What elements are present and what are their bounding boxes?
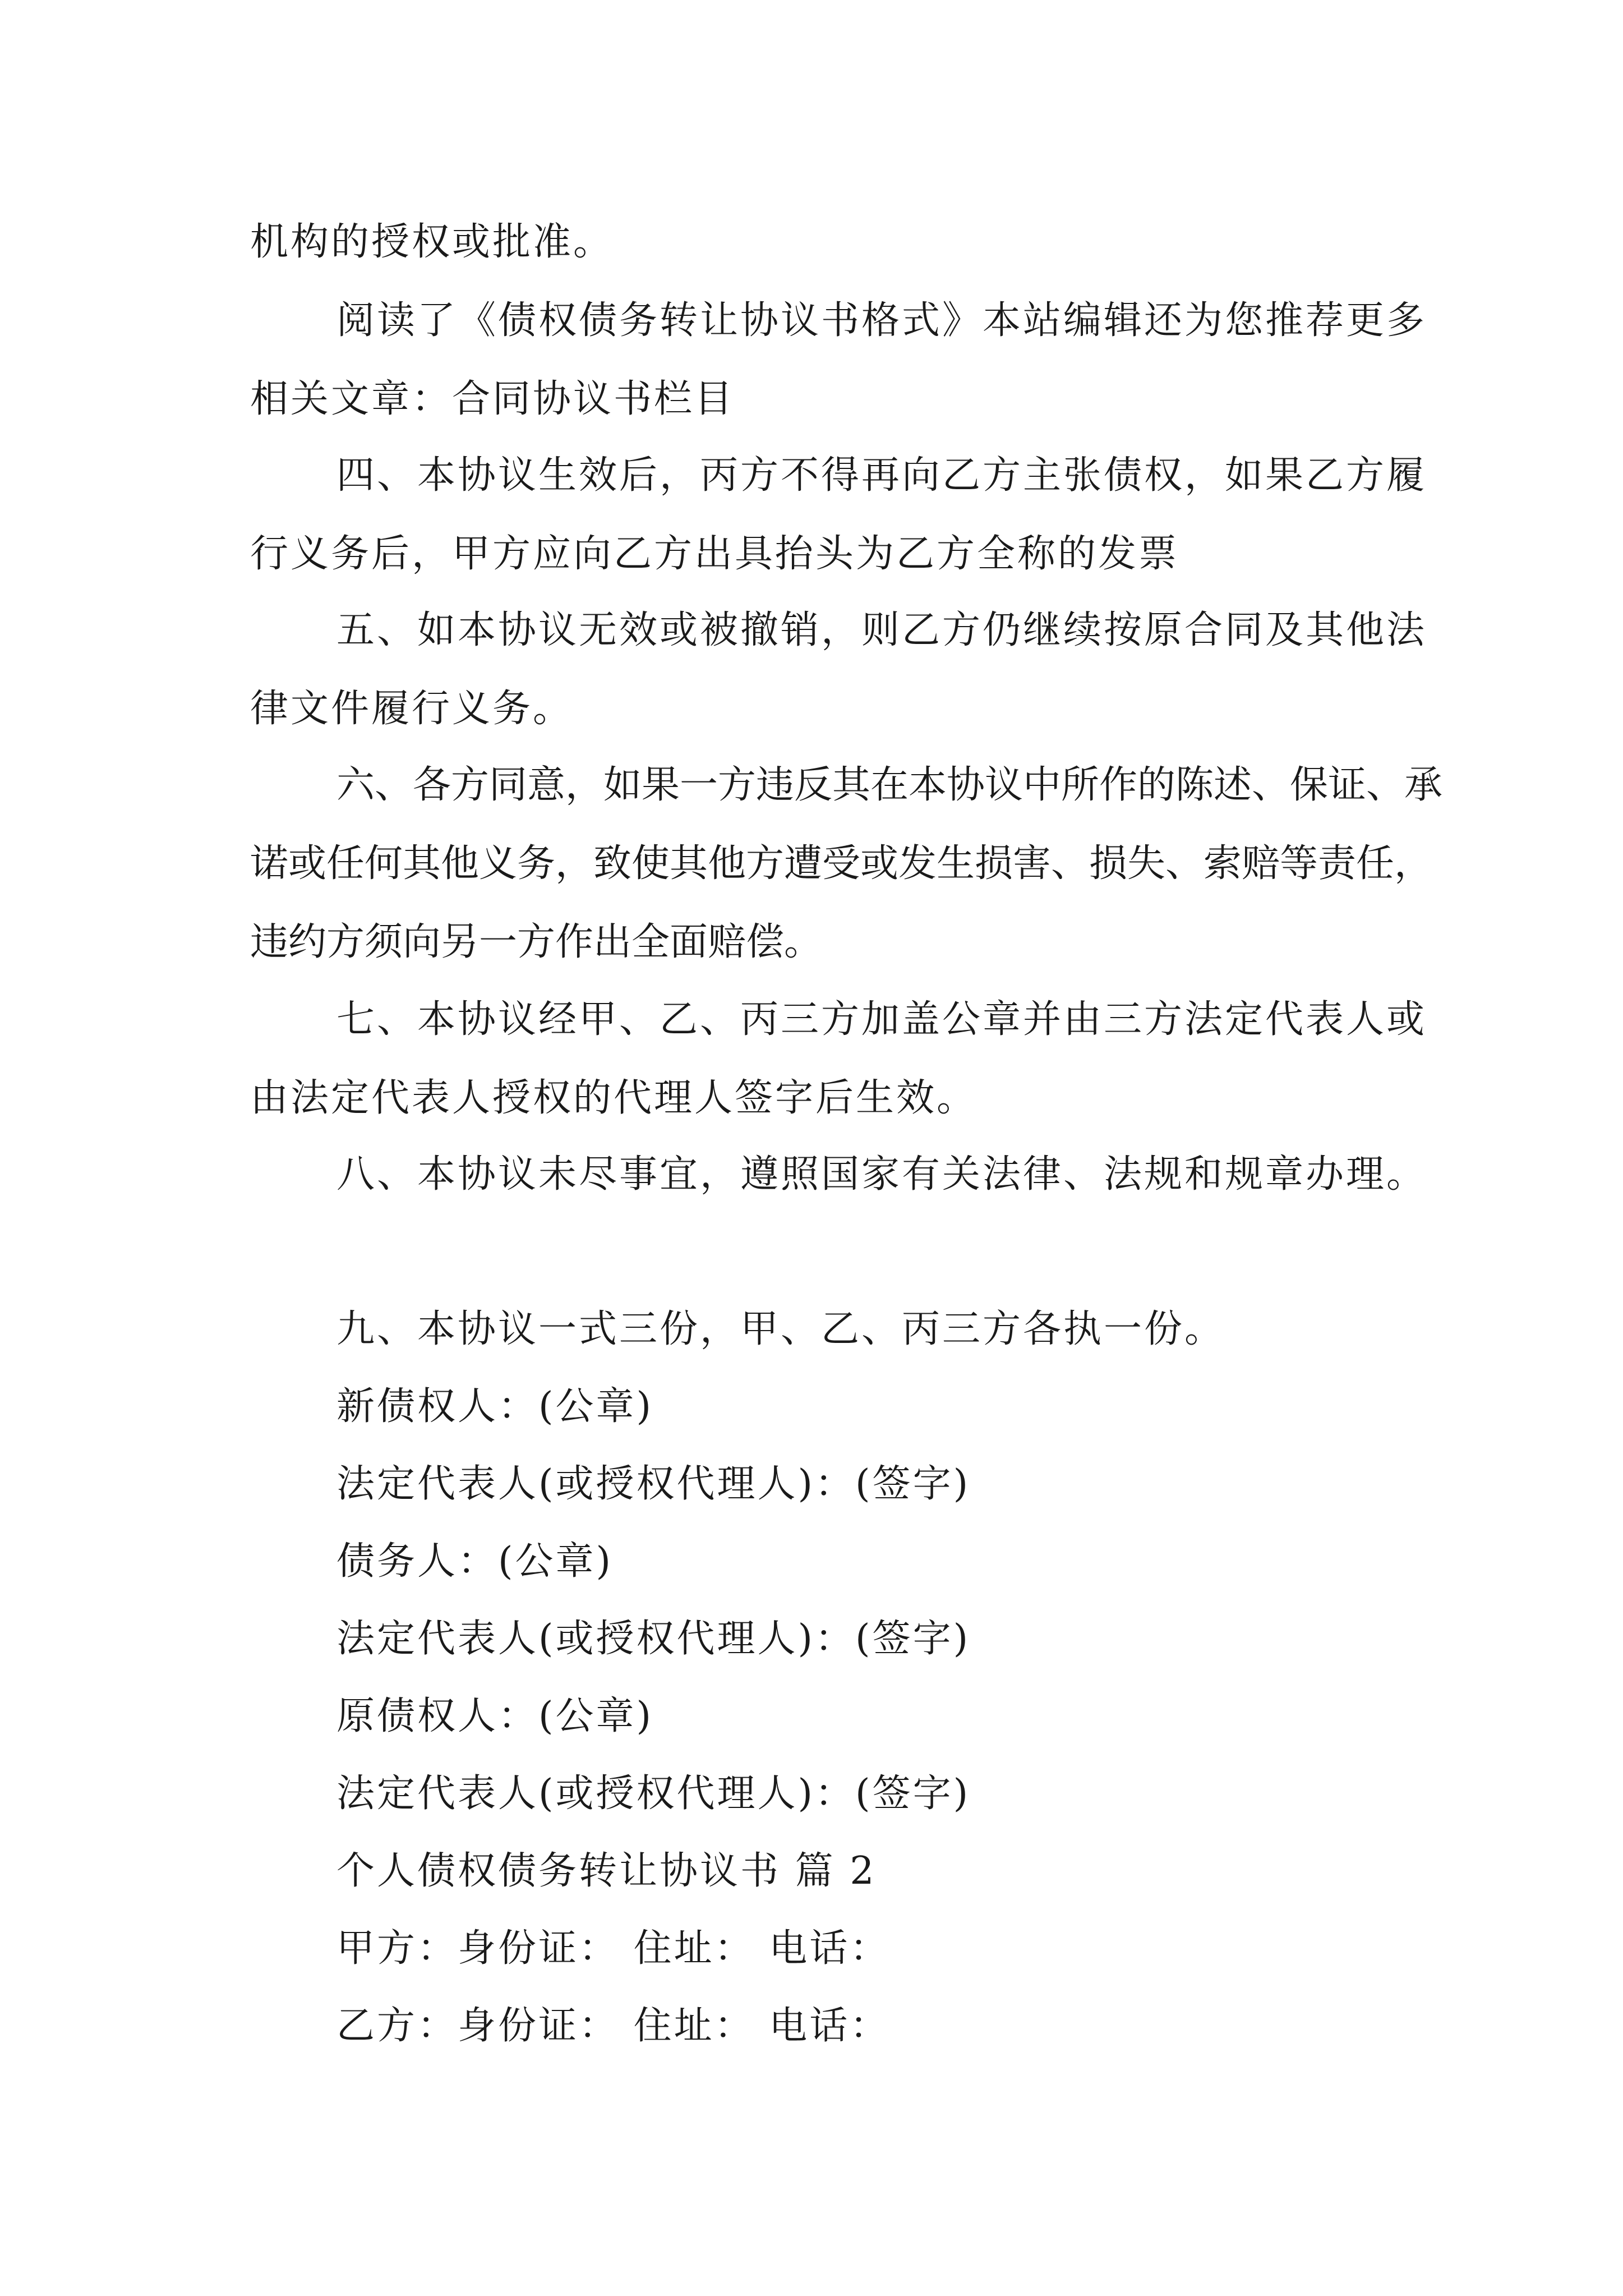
signature-original-creditor-rep: 法定代表人(或授权代理人)：(签字) <box>336 1772 971 1816</box>
clause-7: 七、本协议经甲、乙、丙三方加盖公章并由三方法定代表人或由法定代表人授权的代理人签字后生效。 <box>250 997 1427 1120</box>
party-b-info: 乙方：身份证： 住址： 电话： <box>336 2004 891 2048</box>
signature-debtor: 债务人：(公章) <box>336 1539 614 1584</box>
party-a-info: 甲方：身份证： 住址： 电话： <box>336 1926 891 1971</box>
signature-original-creditor: 原债权人：(公章) <box>336 1694 654 1738</box>
signature-new-creditor-rep: 法定代表人(或授权代理人)：(签字) <box>336 1462 971 1506</box>
signature-debtor-rep: 法定代表人(或授权代理人)：(签字) <box>336 1617 971 1661</box>
paragraph-continuation: 机构的授权或批准。 <box>250 220 614 264</box>
clause-8: 八、本协议未尽事宜，遵照国家有关法律、法规和规章办理。 <box>336 1152 1427 1197</box>
section-title-part-2: 个人债权债务转让协议书 篇 2 <box>336 1849 877 1893</box>
clause-9: 九、本协议一式三份，甲、乙、丙三方各执一份。 <box>336 1307 1225 1351</box>
clause-4: 四、本协议生效后，丙方不得再向乙方主张债权，如果乙方履行义务后，甲方应向乙方出具抬头为乙方全称的发票 <box>250 453 1427 576</box>
signature-new-creditor: 新债权人：(公章) <box>336 1384 654 1429</box>
paragraph-related-articles: 阅读了《债权债务转让协议书格式》本站编辑还为您推荐更多相关文章：合同协议书栏目 <box>250 298 1427 421</box>
clause-5: 五、如本协议无效或被撤销，则乙方仍继续按原合同及其他法律文件履行义务。 <box>250 608 1427 731</box>
clause-6: 六、各方同意，如果一方违反其在本协议中所作的陈述、保证、承诺或任何其他义务，致使其他方遭受或发生损害、损失、索赔等责任，违约方须向另一方作出全面赔偿。 <box>250 763 1443 964</box>
